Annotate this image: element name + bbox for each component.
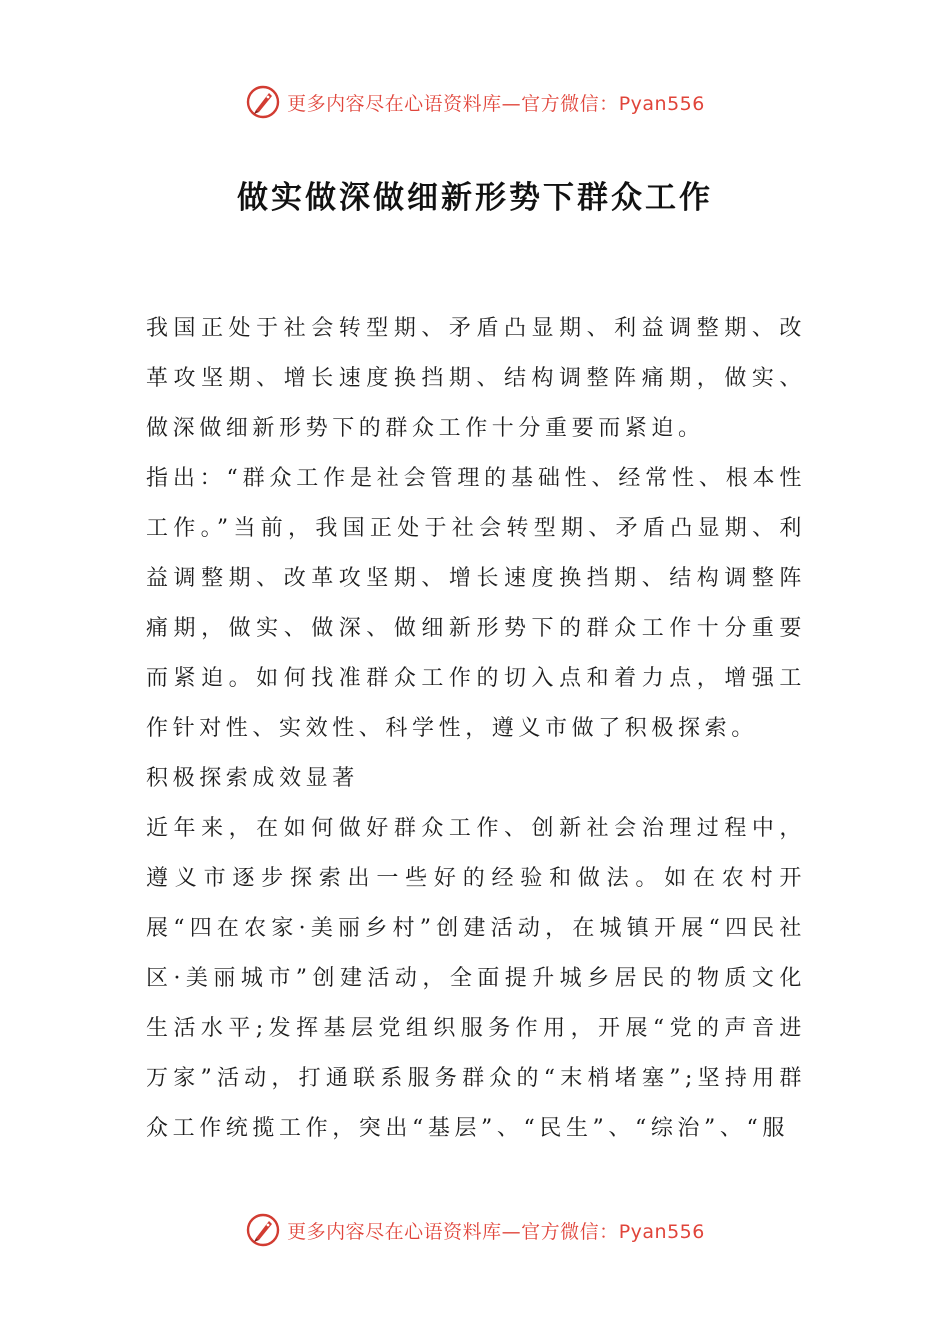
banner-separator: — bbox=[501, 92, 522, 115]
footer-separator: — bbox=[501, 1220, 522, 1243]
banner-contact-id: Pyan556 bbox=[618, 92, 705, 115]
paragraph-quote: 指出：“群众工作是社会管理的基础性、经常性、根本性工作。”当前，我国正处于社会转型期、矛盾凸显期、利益调整期、改革攻坚期、增长速度换挡期、结构调整阵痛期，做实、做深、做细新形势下的群众工作十分重要而紧迫。如何找准群众工作的切入点和着力点，增强工作针对性、实效性、科学性，遵义市做了积极探索。 bbox=[146, 466, 806, 741]
footer-watermark-banner bbox=[0, 1208, 950, 1252]
document-body bbox=[146, 304, 806, 1154]
footer-contact-label: 官方微信： bbox=[521, 1220, 619, 1243]
pen-nib-circle-icon bbox=[245, 84, 281, 120]
paragraph-intro: 我国正处于社会转型期、矛盾凸显期、利益调整期、改革攻坚期、增长速度换挡期、结构调整阵痛期，做实、做深做细新形势下的群众工作十分重要而紧迫。 bbox=[146, 316, 806, 441]
header-watermark-banner bbox=[0, 80, 950, 124]
banner-contact-label: 官方微信： bbox=[521, 92, 619, 115]
footer-contact-id: Pyan556 bbox=[618, 1220, 705, 1243]
paragraph-practice: 近年来，在如何做好群众工作、创新社会治理过程中，遵义市逐步探索出一些好的经验和做法。如在农村开展“四在农家·美丽乡村”创建活动，在城镇开展“四民社区·美丽城市”创建活动，全面提升城乡居民的物质文化生活水平;发挥基层党组织服务作用，开展“党的声音进万家”活动，打通联系服务群众的“末梢堵塞”;坚持用群众工作统揽工作，突出“基层”、“民生”、“综治”、“服 bbox=[146, 816, 806, 1141]
document-title: 做实做深做细新形势下群众工作 bbox=[237, 180, 713, 216]
pen-nib-circle-icon bbox=[245, 1212, 281, 1248]
section-heading: 积极探索成效显著 bbox=[146, 766, 359, 791]
banner-brand-text: 更多内容尽在心语资料库 bbox=[287, 92, 502, 115]
footer-brand-text: 更多内容尽在心语资料库 bbox=[287, 1220, 502, 1243]
